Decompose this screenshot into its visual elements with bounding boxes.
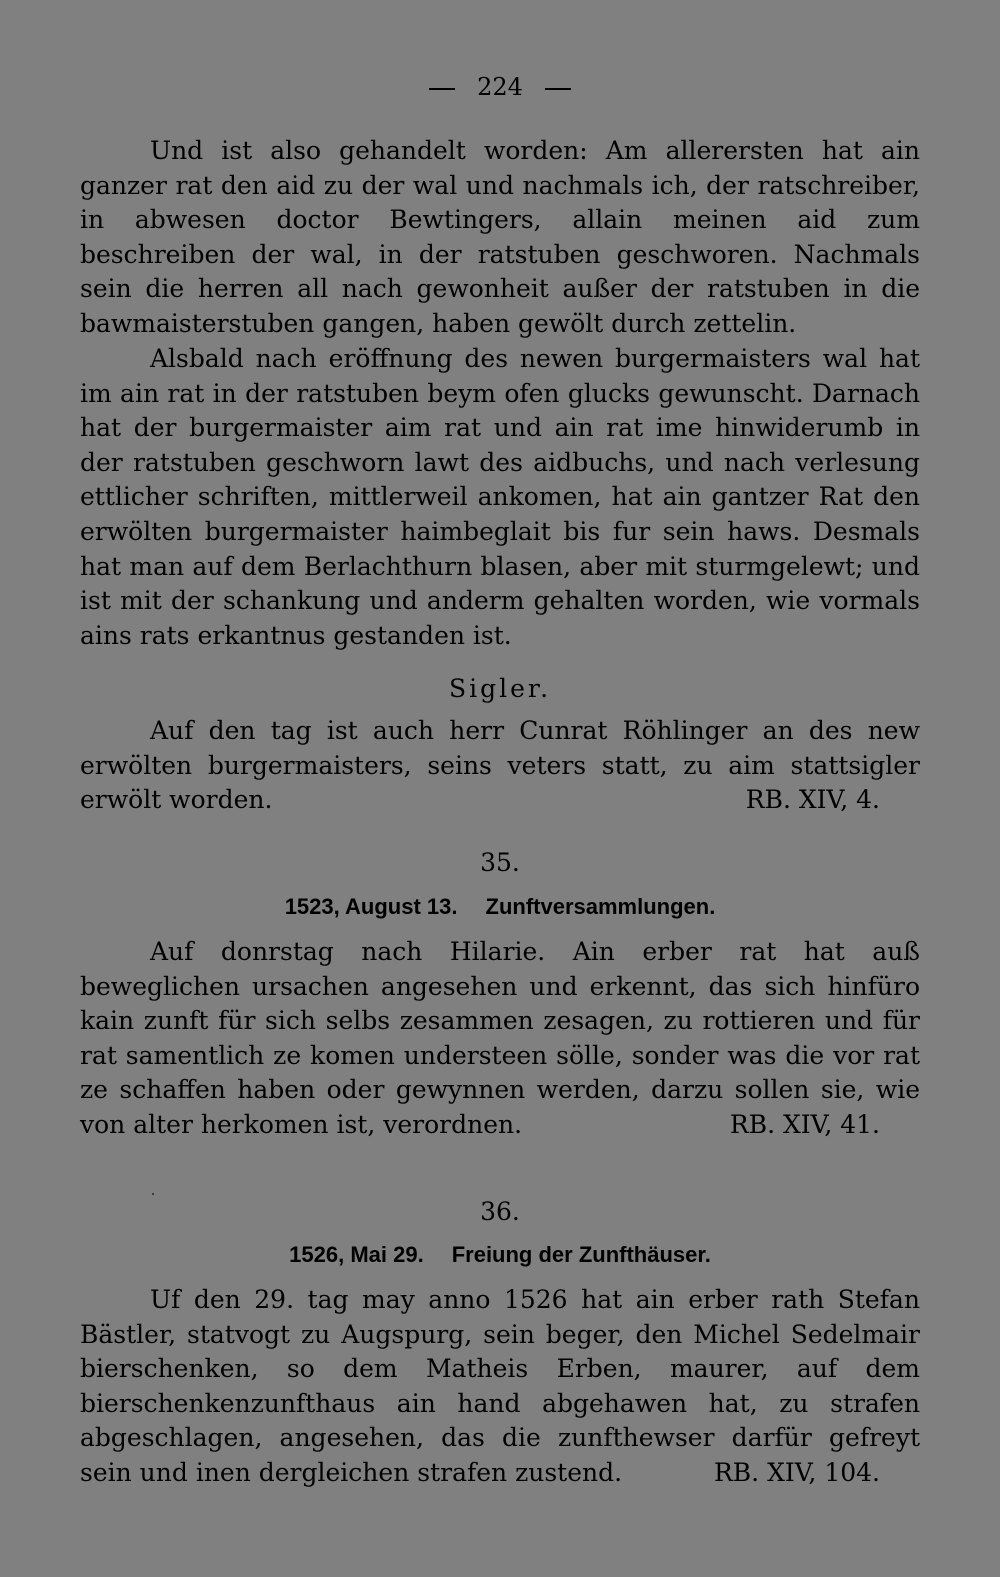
entry-35-number-block: [80, 846, 920, 881]
entry-36-number: 36.: [480, 1197, 520, 1226]
entry-35-date: 1523, August 13.: [284, 894, 458, 919]
sigler-heading: Sigler.: [448, 674, 552, 703]
page-number-header: [0, 70, 1000, 104]
print-speck: [152, 1193, 154, 1195]
entry-35-headline: [80, 890, 920, 925]
sigler-text: Auf den tag ist auch herr Cunrat Röhlinger an des new erwölten burgermaisters, seins veters statt, zu aim stattsigler erwölt worden.: [80, 716, 920, 815]
entry-36-headline-block: [80, 1238, 920, 1273]
sigler-section: [80, 672, 920, 707]
entry-36-paragraph: [80, 1283, 920, 1491]
sigler-paragraph: [80, 714, 920, 818]
entry-35-text: Auf donrstag nach Hilarie. Ain erber rat hat auß beweglichen ursachen angesehen und erkennt, das sich hinfüro kain zunft für sich selbs zesammen zesagen, zu rottieren und für rat samentlich ze komen understeen sölle, sonder was die vor rat ze schaffen haben oder gewynnen werden, darzu sollen sie, wie von alter herkomen ist, verordnen.: [80, 937, 920, 1139]
entry-35-headline-block: [80, 890, 920, 925]
entry-35-reference: RB. XIV, 41.: [729, 1109, 880, 1139]
entry-36-text: Uf den 29. tag may anno 1526 hat ain erber rath Stefan Bästler, statvogt zu Augspurg, sein beger, den Michel Sedelmair bierschenken, so dem Matheis Erben, maurer, auf dem bierschenkenzunfthaus ain hand abgehawen hat, zu strafen abgeschlagen, angesehen, das die zunfthewser darfür gefreyt sein und inen dergleichen strafen zustend.: [80, 1285, 920, 1487]
entry-35-title: Zunftversammlungen.: [485, 894, 716, 919]
intro-paragraph-2: Alsbald nach eröffnung des newen burgermaisters wal hat im ain rat in der ratstuben beym ofen glucks gewunscht. Darnach hat der burgermaister aim rat und ain rat ime hinwiderumb in der ratstuben geschworn lawt des aidbuchs, und nach verlesung ettlicher schriften, mittlerweil ankomen, hat ain gantzer Rat den erwölten burgermaister haimbeglait bis fur sein haws. Desmals hat man auf dem Berlachthurn blasen, aber mit sturmgelewt; und ist mit der schankung und anderm gehalten worden, wie vormals ains rats erkantnus gestanden ist.: [80, 344, 920, 650]
entry-35-paragraph-block: [80, 935, 920, 1143]
intro-paragraph-2-block: [80, 342, 920, 653]
dash-right: [545, 88, 571, 90]
entry-35-number: 35.: [480, 848, 520, 877]
entry-36-date: 1526, Mai 29.: [289, 1242, 424, 1267]
entry-36-number-block: [80, 1195, 920, 1230]
page-number: 224: [477, 73, 523, 101]
entry-35-paragraph: [80, 935, 920, 1143]
sigler-paragraph-block: [80, 714, 920, 818]
dash-left: [429, 88, 455, 90]
entry-36-paragraph-block: [80, 1283, 920, 1491]
intro-paragraph-1-block: [80, 134, 920, 342]
entry-36-reference: RB. XIV, 104.: [713, 1457, 880, 1487]
sigler-reference: RB. XIV, 4.: [745, 785, 880, 815]
entry-36-headline: [80, 1238, 920, 1273]
intro-paragraph-1: Und ist also gehandelt worden: Am allerersten hat ain ganzer rat den aid zu der wal und nachmals ich, der ratschreiber, in abwesen doctor Bewtingers, allain meinen aid zum beschreiben der wal, in der ratstuben geschworen. Nachmals sein die herren all nach gewonheit außer der ratstuben in die bawmaisterstuben gangen, haben gewölt durch zettelin.: [80, 136, 920, 338]
entry-36-title: Freiung der Zunfthäuser.: [451, 1242, 711, 1267]
